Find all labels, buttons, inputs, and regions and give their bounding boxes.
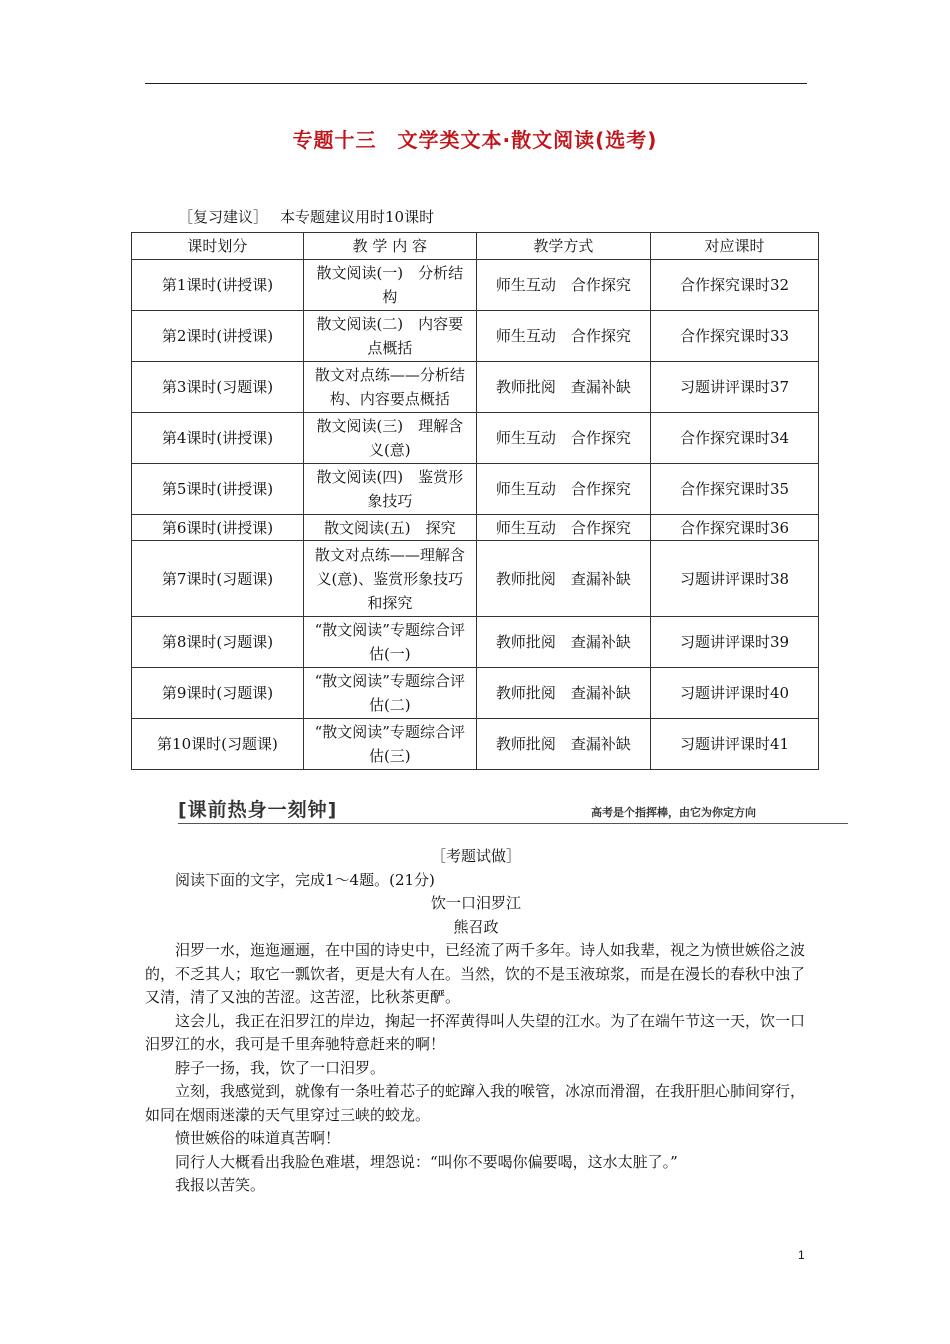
content-cell: “散文阅读”专题综合评估(一) (303, 617, 476, 668)
method-cell: 教师批阅 查漏补缺 (476, 719, 650, 770)
content-cell: 散文阅读(四) 鉴赏形象技巧 (303, 464, 476, 515)
lesson-cell: 习题讲评课时39 (650, 617, 818, 668)
table-header-row (132, 233, 819, 260)
banner-rule (178, 823, 848, 824)
content-cell: 散文对点练——分析结构、内容要点概括 (303, 362, 476, 413)
page-title: 专题十三 文学类文本·散文阅读(选考) (292, 128, 658, 152)
table-row (132, 311, 819, 362)
method-cell: 教师批阅 查漏补缺 (476, 362, 650, 413)
table-row (132, 413, 819, 464)
content-cell: 散文阅读(一) 分析结构 (303, 260, 476, 311)
period-cell: 第6课时(讲授课) (132, 515, 304, 541)
table-row (132, 362, 819, 413)
review-note (178, 206, 434, 227)
method-cell: 师生互动 合作探究 (476, 260, 650, 311)
header-content: 教 学 内 容 (303, 233, 476, 260)
table-row (132, 719, 819, 770)
method-cell: 教师批阅 查漏补缺 (476, 541, 650, 617)
lesson-cell: 合作探究课时36 (650, 515, 818, 541)
lesson-cell: 习题讲评课时40 (650, 668, 818, 719)
article-paragraph: 立刻，我感觉到，就像有一条吐着芯子的蛇蹿入我的喉管，冰凉而滑溜，在我肝胆心肺间穿行，如同在烟雨迷濛的天气里穿过三峡的蛟龙。 (145, 1082, 806, 1124)
method-cell: 教师批阅 查漏补缺 (476, 617, 650, 668)
method-cell: 师生互动 合作探究 (476, 464, 650, 515)
lesson-cell: 合作探究课时35 (650, 464, 818, 515)
article-author: 熊召政 (453, 917, 499, 936)
header-rule (145, 83, 807, 84)
period-cell: 第3课时(习题课) (132, 362, 304, 413)
period-cell: 第9课时(习题课) (132, 668, 304, 719)
table-row (132, 617, 819, 668)
content-cell: 散文对点练——理解含义(意)、鉴赏形象技巧和探究 (303, 541, 476, 617)
article-paragraph: 汨罗一水，迤迤逦逦，在中国的诗史中，已经流了两千多年。诗人如我辈，视之为愤世嫉俗之波的，不乏其人；取它一瓢饮者，更是大有人在。当然，饮的不是玉液琼浆，而是在漫长的春秋中浊了又清，清了又浊的苦涩。这苦涩，比秋茶更酽。 (145, 941, 806, 1006)
header-lesson: 对应课时 (650, 233, 818, 260)
banner-subtitle: 高考是个指挥棒，由它为你定方向 (591, 806, 756, 819)
article-paragraph: 愤世嫉俗的味道真苦啊！ (175, 1129, 341, 1147)
lesson-cell: 合作探究课时32 (650, 260, 818, 311)
period-cell: 第5课时(讲授课) (132, 464, 304, 515)
table-row (132, 515, 819, 541)
period-cell: 第10课时(习题课) (132, 719, 304, 770)
lesson-cell: 习题讲评课时41 (650, 719, 818, 770)
content-cell: 散文阅读(五) 探究 (303, 515, 476, 541)
exam-section (145, 845, 807, 1198)
schedule-table (131, 232, 819, 770)
article-paragraph: 同行人大概看出我脸色难堪，埋怨说：“叫你不要喝你偏要喝，这水太脏了。” (175, 1152, 678, 1171)
article-paragraph: 这会儿，我正在汨罗江的岸边，掬起一抔浑黄得叫人失望的江水。为了在端午节这一天，饮一口汨罗江的水，我可是千里奔驰特意赶来的啊！ (145, 1011, 806, 1053)
method-cell: 师生互动 合作探究 (476, 413, 650, 464)
method-cell: 师生互动 合作探究 (476, 515, 650, 541)
page-number: 1 (798, 1248, 805, 1262)
header-method: 教学方式 (476, 233, 650, 260)
method-cell: 师生互动 合作探究 (476, 311, 650, 362)
lesson-cell: 合作探究课时33 (650, 311, 818, 362)
review-text: 本专题建议用时10课时 (280, 208, 435, 226)
lesson-cell: 习题讲评课时38 (650, 541, 818, 617)
exam-instruction: 阅读下面的文字，完成1～4题。(21分) (175, 870, 435, 889)
period-cell: 第8课时(习题课) (132, 617, 304, 668)
lesson-cell: 合作探究课时34 (650, 413, 818, 464)
period-cell: 第1课时(讲授课) (132, 260, 304, 311)
review-label: ［复习建议］ (178, 208, 269, 226)
table-row (132, 260, 819, 311)
content-cell: 散文阅读(三) 理解含义(意) (303, 413, 476, 464)
article-paragraph: 脖子一扬，我，饮了一口汨罗。 (175, 1058, 386, 1077)
table-row (132, 668, 819, 719)
table-row (132, 541, 819, 617)
method-cell: 教师批阅 查漏补缺 (476, 668, 650, 719)
content-cell: “散文阅读”专题综合评估(三) (303, 719, 476, 770)
lesson-cell: 习题讲评课时37 (650, 362, 818, 413)
period-cell: 第2课时(讲授课) (132, 311, 304, 362)
article-paragraph: 我报以苦笑。 (175, 1176, 266, 1194)
table-row (132, 464, 819, 515)
period-cell: 第4课时(讲授课) (132, 413, 304, 464)
section-banner (178, 795, 848, 825)
banner-title: [课前热身一刻钟] (178, 799, 338, 821)
exam-heading: ［考题试做］ (430, 847, 521, 865)
content-cell: “散文阅读”专题综合评估(二) (303, 668, 476, 719)
content-cell: 散文阅读(二) 内容要点概括 (303, 311, 476, 362)
header-period: 课时划分 (132, 233, 304, 260)
period-cell: 第7课时(习题课) (132, 541, 304, 617)
article-title: 饮一口汨罗江 (430, 894, 521, 912)
